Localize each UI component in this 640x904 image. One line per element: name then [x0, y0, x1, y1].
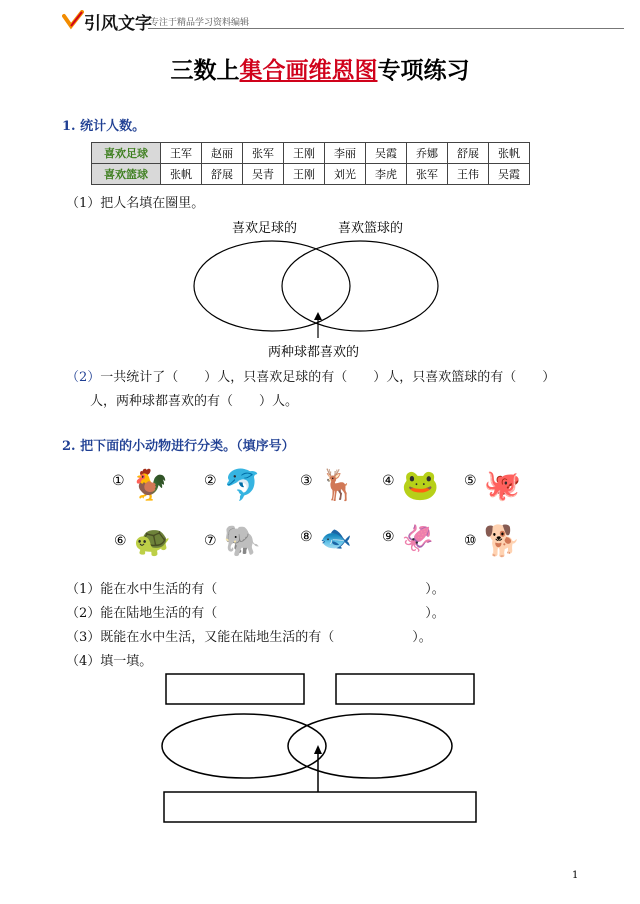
- page-title: [0, 52, 640, 85]
- title-suffix: 专项练习: [377, 58, 470, 84]
- page-number: 1: [572, 870, 579, 881]
- brand-logo-icon: [62, 10, 84, 30]
- animal-item: [464, 518, 522, 559]
- animal-item: [204, 518, 262, 559]
- venn1-right-label: 喜欢篮球的: [338, 221, 404, 236]
- animals-grid: [112, 458, 532, 568]
- table-cell: 刘光: [325, 164, 366, 185]
- venn1-arrow-head: [314, 312, 322, 320]
- animal-item: [112, 458, 170, 503]
- dog-icon: 🐕: [483, 524, 522, 559]
- table-cell: 王刚: [284, 143, 325, 164]
- table-cell: 乔娜: [407, 143, 448, 164]
- animal-item: [382, 458, 440, 503]
- animal-item: [114, 518, 172, 559]
- fish-icon: 🐟: [319, 524, 353, 554]
- brand-name: 引风文字: [84, 14, 152, 34]
- animal-number: ③: [300, 473, 313, 489]
- q1-sub2-line2: 人，两种球都喜欢的有（ ）人。: [90, 394, 299, 409]
- deer-icon: 🦌: [319, 468, 358, 503]
- octopus-icon: 🐙: [483, 468, 522, 503]
- animal-number: ⑩: [464, 533, 477, 549]
- venn-diagram-2: [158, 668, 488, 828]
- venn-diagram-1: [190, 236, 450, 344]
- animal-number: ⑦: [204, 533, 217, 549]
- q2-sub4: （4）填一填。: [66, 654, 153, 669]
- turtle-icon: 🐢: [133, 524, 172, 559]
- dolphin-icon: 🐬: [223, 468, 262, 503]
- table-cell: 吴霞: [489, 164, 530, 185]
- table-row: [92, 143, 530, 164]
- animal-number: ⑥: [114, 533, 127, 549]
- venn2-right-label-box: [336, 674, 474, 704]
- venn2-right-ellipse: [288, 714, 452, 778]
- table-cell: 张帆: [489, 143, 530, 164]
- header-divider: [148, 28, 624, 29]
- animal-item: [204, 458, 262, 503]
- table-cell: 吴霞: [366, 143, 407, 164]
- animal-number: ⑤: [464, 473, 477, 489]
- table-cell: 王刚: [284, 164, 325, 185]
- table-cell: 赵丽: [202, 143, 243, 164]
- animal-number: ①: [112, 473, 125, 489]
- table-cell: 李虎: [366, 164, 407, 185]
- elephant-icon: 🐘: [223, 524, 262, 559]
- venn1-left-ellipse: [194, 241, 350, 331]
- q2-heading: 2. 把下面的小动物进行分类。（填序号）: [62, 439, 295, 454]
- q1-sub2-number: （2）: [66, 370, 101, 385]
- venn1-bottom-label: 两种球都喜欢的: [268, 345, 360, 360]
- seahorse-icon: 🦑: [401, 524, 435, 554]
- venn2-bottom-label-box: [164, 792, 476, 822]
- animal-number: ②: [204, 473, 217, 489]
- table-cell: 吴青: [243, 164, 284, 185]
- animal-number: ⑧: [300, 529, 313, 545]
- venn2-left-label-box: [166, 674, 304, 704]
- q1-sub1: （1）把人名填在圈里。: [66, 196, 205, 211]
- title-prefix: 三数上: [170, 58, 240, 84]
- names-table: [91, 142, 530, 185]
- row-label: 喜欢足球: [92, 143, 161, 164]
- animal-number: ⑨: [382, 529, 395, 545]
- venn2-arrow-head: [314, 745, 322, 754]
- q2-sub3: （3）既能在水中生活，又能在陆地生活的有（ ）。: [66, 630, 432, 645]
- frog-icon: 🐸: [401, 468, 440, 503]
- table-cell: 张军: [243, 143, 284, 164]
- table-cell: 张帆: [161, 164, 202, 185]
- table-cell: 舒展: [448, 143, 489, 164]
- row-label: 喜欢篮球: [92, 164, 161, 185]
- table-cell: 李丽: [325, 143, 366, 164]
- q1-sub2-line1: [66, 366, 555, 385]
- animal-item: [382, 518, 435, 554]
- brand-tagline: 专注于精品学习资料编辑: [150, 18, 250, 28]
- table-cell: 王伟: [448, 164, 489, 185]
- table-cell: 王军: [161, 143, 202, 164]
- animal-item: [300, 458, 358, 503]
- table-row: [92, 164, 530, 185]
- venn2-left-ellipse: [162, 714, 326, 778]
- animal-item: [300, 518, 353, 554]
- venn1-right-ellipse: [282, 241, 438, 331]
- title-highlight: 集合画维恩图: [239, 58, 378, 84]
- table-cell: 舒展: [202, 164, 243, 185]
- q1-sub2-text: 一共统计了（ ）人，只喜欢足球的有（ ）人，只喜欢篮球的有（ ）: [100, 370, 556, 385]
- table-cell: 张军: [407, 164, 448, 185]
- animal-item: [464, 458, 522, 503]
- q2-sub2: （2）能在陆地生活的有（ ）。: [66, 606, 445, 621]
- q1-heading: 1. 统计人数。: [62, 119, 146, 134]
- rooster-icon: 🐓: [131, 468, 170, 503]
- venn1-left-label: 喜欢足球的: [232, 221, 298, 236]
- animal-number: ④: [382, 473, 395, 489]
- q2-sub1: （1）能在水中生活的有（ ）。: [66, 582, 445, 597]
